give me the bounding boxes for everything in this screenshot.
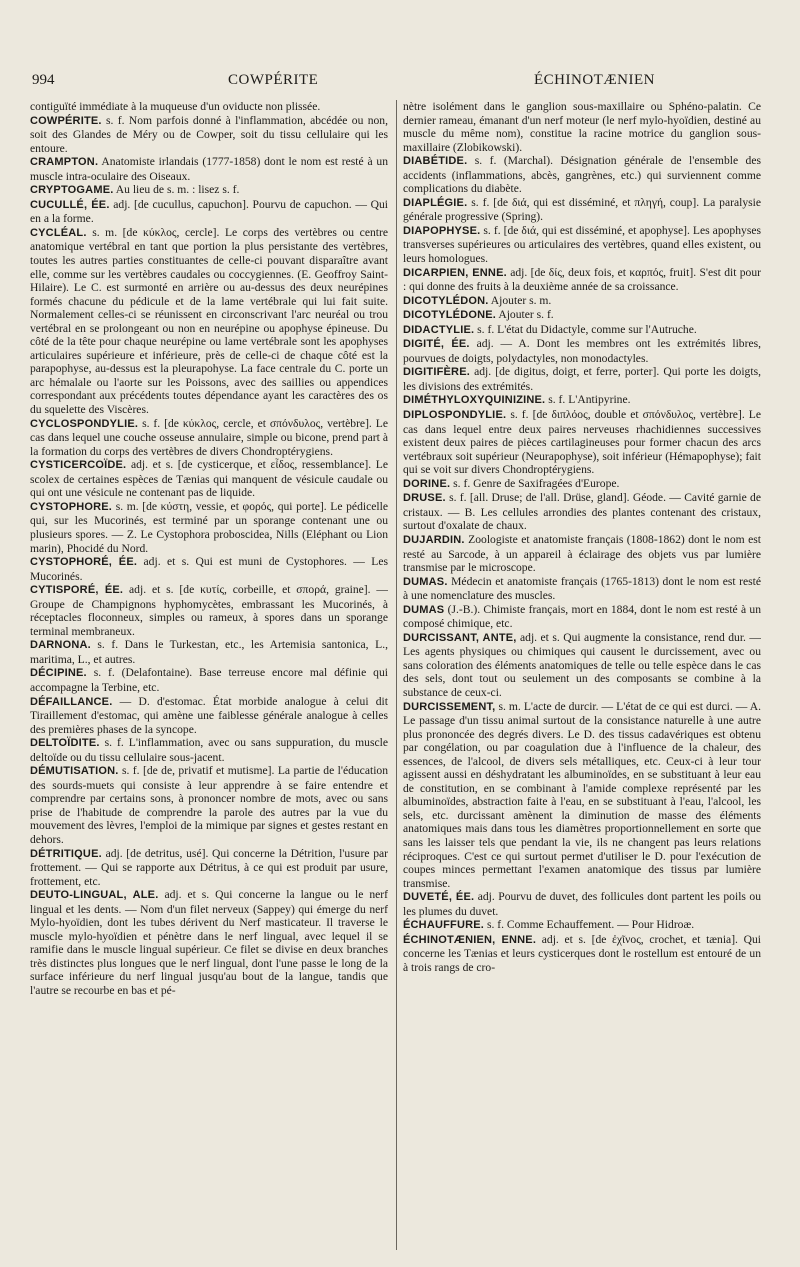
- dictionary-entry: [403, 294, 761, 309]
- dictionary-entry: [403, 393, 761, 408]
- left-column: [30, 100, 388, 1250]
- dictionary-entry: [403, 603, 761, 631]
- entry-definition: adj. et s. [de cysticerque, et εἶδος, ressemblance]. Le scolex de certaines espèces de Tænias qui manquent de vésicule caudale ou qui ont une vésicule ne contenant pas de liquide.: [30, 458, 388, 500]
- dictionary-entry: [403, 266, 761, 294]
- dictionary-entry: [30, 100, 388, 114]
- entry-definition: s. m. [de κύκλος, cercle]. Le corps des vertèbres ou centre anatomique vertébral en tant que portion la plus persistante des vertèbres, toutes les autres parties constituantes de celle-ci pouvant disparaître avant elle, comme sur les vertèbres caudales ou coccygiennes. (E. Geoffroy Saint-Hilaire). Le C. est surmonté en arrière ou au-dessus des deux neurépines formés chacune du pédicule et de la lame vertébrale qui lui fait suite. Normalement celles-ci se réunissent en circonscrivant l'arc neuréal ou trou vertébral en se prolongeant ou non en neurépine ou apophyse épineuse. Du côté de la tête pour chaque neurépine ou lame vertébrale sont les apophyses articulaires supérieure et inférieure, près de celle-ci de chaque côté est la parapophyse, au-dessus est la pleurapohyse. La face centrale du C. porte un arc hémalale ou l'aorte sur les Poissons, avec des saillies ou appendices correspondant aux précédents toutes dépendance ayant les caractères des os du squelette des Viscères.: [30, 225, 388, 417]
- entry-definition: s. f. [de κύκλος, cercle, et σπόνδυλος, vertèbre]. Le cas dans lequel une couche osseuse annulaire, simple ou bicone, prend part à la formation du corps des vertèbres de divers Chondroptérygiens.: [30, 416, 388, 458]
- entry-definition: s. f. L'inflammation, avec ou sans suppuration, du muscle deltoïde ou du tissu cellulaire sous-jacent.: [30, 736, 388, 764]
- entry-definition: adj. — A. Dont les membres ont les extrémités libres, pourvues de doigts, polydactyles, non monodactyles.: [403, 337, 761, 365]
- dictionary-entry: [30, 736, 388, 764]
- entry-definition: adj. Pourvu de duvet, des follicules dont partent les poils ou les plumes du duvet.: [403, 890, 761, 918]
- entry-headword: COWPÉRITE.: [30, 114, 102, 127]
- entry-definition: nètre isolément dans le ganglion sous-maxillaire ou Sphéno-palatin. Ce dernier rameau, émanant d'un nerf moteur (le nerf mylo-hyoïdien, destiné au muscle du même nom), constitue la racine motrice du ganglion sous-maxillaire (Zlobikowski).: [403, 100, 761, 154]
- entry-definition: s. f. [de διπλόος, double et σπόνδυλος, vertèbre]. Le cas dans lequel entre deux paires nerveuses rhachidiennes successives existent deux paires de pièces cartilagineuses pour former chacun des arcs vertébraux soit supérieur (Neurapophyse), soit inférieur (Hémapophyse); fait qui se voit sur divers Chondroptérygiens.: [403, 408, 761, 477]
- entry-definition: s. f. (Delafontaine). Base terreuse encore mal définie qui accompagne la Terbine, etc.: [30, 666, 388, 694]
- dictionary-entry: [30, 114, 388, 156]
- entry-definition: s. f. L'Antipyrine.: [548, 393, 631, 407]
- entry-definition: s. f. Comme Echauffement. — Pour Hidroæ.: [486, 918, 695, 932]
- entry-headword: DARNONA.: [30, 639, 91, 652]
- entry-definition: Ajouter s. m.: [490, 293, 552, 307]
- entry-definition: adj. [de detritus, usé]. Qui concerne la Détrition, l'usure par frottement. — Qui se rapporte aux Détritus, à ce qui est produit par usure, frottement, etc.: [30, 846, 388, 888]
- dictionary-entry: [403, 196, 761, 224]
- entry-definition: s. f. [de διά, qui est disséminé, et apophyse]. Les apophyses transverses supérieures ou articulaires des vertèbres, quand elles existent, ou leurs homologues.: [403, 223, 761, 266]
- dictionary-entry: [30, 555, 388, 583]
- entry-headword: ÉCHINOTÆNIEN, ENNE.: [403, 933, 537, 946]
- dictionary-entry: [30, 638, 388, 666]
- entry-headword: DIAPOPHYSE.: [403, 224, 481, 237]
- dictionary-entry: [403, 918, 761, 933]
- dictionary-entry: [30, 198, 388, 226]
- entry-headword: DUVETÉ, ÉE.: [403, 891, 475, 904]
- entry-headword: CRAMPTON.: [30, 156, 99, 169]
- entry-definition: adj. et s. [de κυτίς, corbeille, et σπορά, graine]. — Groupe de Champignons hyphomycètes, embrassant les Mucorinés, à réceptacles floconneux, simples ou rameux, à spores dans un sporange terminal membraneux.: [30, 583, 388, 638]
- dictionary-entry: [403, 533, 761, 575]
- dictionary-entry: [403, 408, 761, 477]
- entry-definition: Au lieu de s. m. : lisez s. f.: [115, 183, 240, 197]
- entry-headword: CYSTICERCOÏDE.: [30, 459, 127, 472]
- entry-headword: DIPLOSPONDYLIE.: [403, 409, 507, 422]
- entry-definition: adj. [de cucullus, capuchon]. Pourvu de capuchon. — Qui en a la forme.: [30, 197, 388, 226]
- entry-headword: DÉTRITIQUE.: [30, 847, 102, 860]
- dictionary-entry: [30, 417, 388, 459]
- entry-definition: — D. d'estomac. État morbide analogue à celui dit Tiraillement d'estomac, qui amène une faiblesse générale analogue à celles des premières phases de la syncope.: [30, 694, 388, 736]
- entry-headword: CRYPTOGAME.: [30, 184, 114, 197]
- entry-headword: DIMÉTHYLOXYQUINIZINE.: [403, 394, 546, 407]
- dictionary-entry: [30, 695, 388, 737]
- entry-headword: DUMAS.: [403, 575, 448, 588]
- entry-definition: (J.-B.). Chimiste français, mort en 1884, dont le nom est resté à un composé chimique, etc.: [403, 602, 761, 631]
- entry-headword: DICOTYLÉDONE.: [403, 309, 497, 322]
- entry-headword: CYSTOPHORE.: [30, 500, 113, 513]
- entry-headword: DICOTYLÉDON.: [403, 294, 489, 307]
- dictionary-entry: [30, 226, 388, 417]
- dictionary-entry: [403, 491, 761, 533]
- dictionary-entry: [403, 365, 761, 393]
- entry-definition: s. f. [de de, privatif et mutisme]. La partie de l'éducation des sourds-muets qui consiste à leur apprendre à se faire entendre et comprendre par certains sons, à prononcer nombre de mots, avec ou sans prise de l'habitude de comprendre la parole des autres par la vue du mouvement des lèvres, l'emploi de la mimique par signes et gestes restant en dehors.: [30, 764, 388, 846]
- running-header: [30, 72, 778, 96]
- entry-headword: DIDACTYLIE.: [403, 323, 475, 336]
- column-divider: [396, 100, 397, 1250]
- entry-definition: adj. et s. Qui augmente la consistance, rend dur. — Les agents physiques ou chimiques qui causent le durcissement, avec ou sans coloration des éléments anatomiques de telle ou telle espèce dans le cas des sels, dont tout ou seulement un des composants se combine à la substance de ceux-ci.: [403, 630, 761, 699]
- dictionary-entry: [403, 308, 761, 323]
- entry-headword: DUMAS: [403, 603, 445, 616]
- entry-headword: DUJARDIN.: [403, 533, 465, 546]
- dictionary-entry: [403, 100, 761, 154]
- left-running-head: COWPÉRITE: [228, 72, 319, 88]
- entry-headword: DURCISSEMENT,: [403, 700, 496, 713]
- dictionary-entry: [403, 631, 761, 700]
- dictionary-entry: [30, 458, 388, 500]
- entry-definition: Médecin et anatomiste français (1765-1813) dont le nom est resté à une nomenclature des muscles.: [403, 574, 761, 603]
- dictionary-entry: [403, 154, 761, 196]
- entry-definition: adj. et s. [de ἐχῖνος, crochet, et tænia]. Qui concerne les Tænias et leurs cysticerques dont le rostellum est entouré de un à trois rangs de cro-: [403, 932, 761, 974]
- entry-headword: DÉCIPINE.: [30, 667, 87, 680]
- entry-headword: ÉCHAUFFURE.: [403, 919, 485, 932]
- entry-definition: adj. [de digitus, doigt, et ferre, porter]. Qui porte les doigts, les divisions des extrémités.: [403, 365, 761, 393]
- dictionary-entry: [30, 666, 388, 694]
- entry-definition: s. f. Nom parfois donné à l'inflammation, abcédée ou non, soit des Glandes de Méry ou de Cowper, soit du tissu cellulaire qui les entoure.: [30, 113, 388, 155]
- right-column: [403, 100, 761, 1250]
- right-running-head: ÉCHINOTÆNIEN: [534, 72, 655, 88]
- entry-headword: DELTOÏDITE.: [30, 737, 100, 750]
- entry-headword: DÉMUTISATION.: [30, 765, 119, 778]
- entry-headword: DURCISSANT, ANTE,: [403, 631, 517, 644]
- dictionary-entry: [403, 700, 761, 891]
- dictionary-entry: [30, 183, 388, 198]
- entry-headword: CUCULLÉ, ÉE.: [30, 198, 110, 211]
- entry-definition: adj. et s. Qui est muni de Cystophores. — Les Mucorinés.: [30, 555, 388, 583]
- dictionary-entry: [403, 890, 761, 918]
- dictionary-entry: [30, 888, 388, 997]
- dictionary-entry: [30, 155, 388, 183]
- dictionary-entry: [403, 575, 761, 603]
- dictionary-entry: [30, 764, 388, 846]
- dictionary-entry: [403, 323, 761, 338]
- entry-definition: contiguïté immédiate à la muqueuse d'un oviducte non plissée.: [30, 100, 321, 113]
- entry-headword: CYCLÉAL.: [30, 226, 87, 239]
- entry-definition: s. m. [de κύστη, vessie, et φορός, qui porte]. Le pédicelle qui, sur les Mucorinés, est terminé par un sporange contenant une ou plusieurs spores. — Z. Le Cystophora proboscidea, Nills (Eléphant ou Lion marin), Phocidé du Nord.: [30, 499, 388, 555]
- entry-headword: DEUTO-LINGUAL, ALE.: [30, 889, 159, 902]
- entry-headword: DIABÉTIDE.: [403, 155, 468, 168]
- entry-definition: adj. [de δίς, deux fois, et καρπός, fruit]. S'est dit pour : qui donne des fruits à la deuxième année de sa croissance.: [403, 265, 761, 294]
- dictionary-entry: [403, 337, 761, 365]
- dictionary-entry: [30, 500, 388, 555]
- entry-headword: DIGITIFÈRE.: [403, 366, 470, 379]
- dictionary-entry: [403, 224, 761, 266]
- entry-headword: DIAPLÉGIE.: [403, 196, 468, 209]
- entry-definition: adj. et s. Qui concerne la langue ou le nerf lingual et les dents. — Nom d'un filet nerveux (Sappey) qui émerge du nerf Mylo-hyoïdien, dont les tubes dérivent du Nerf masticateur. Il traverse le muscle mylo-hyoïdien et pénètre dans le nerf lingual, avec lequel il se ramifie dans le muscle lingual supérieur. Ce filet se divise en deux branches très distinctes plus longues que le nerf lingual, dont l'une passe le long de la surface inférieure du nerf lingual jusqu'au bout de la langue, tandis que l'autre se recourbe en bas et pé-: [30, 888, 388, 997]
- page-number: 994: [32, 72, 55, 88]
- entry-definition: Zoologiste et anatomiste français (1808-1862) dont le nom est resté au Sarcode, à un appareil à éclairage des objets vus par lumière transmise par le microscope.: [403, 532, 761, 575]
- entry-headword: DIGITÉ, ÉE.: [403, 338, 470, 351]
- entry-headword: DRUSE.: [403, 492, 446, 505]
- dictionary-entry: [30, 583, 388, 638]
- entry-definition: s. m. L'acte de durcir. — L'état de ce qui est durci. — A. Le passage d'un tissu animal surtout de la consistance naturelle à une autre plus prononcée des degrés divers. Le D. des tissus cadavériques est obtenu par congélation, ou par coagulation due à l'influence de la chaleur, des essences, de l'alcool, de divers sels métalliques, etc. Ceux-ci à leur tour agissent aussi en déshydratant les albuminoïdes, en se substituant à leur eau de constitution, en se combinant à l'amide complexe représenté par les albuminoïdes, abstraction faite à l'eau, en se substituant à l'eau, l'alcool, les sels, etc. durcissant amènent la diminution de masse des éléments anatomiques mais dans tous les diamètres proportionnellement en sorte que sans les laisser tels que pendant la vie, ils ne changent pas leurs relations réciproques. C'est ce qui surtout permet d'utiliser le D. pour l'exécution de coupes minces permettant l'examen anatomique des tissus par lumière transmise.: [403, 699, 761, 890]
- entry-definition: s. f. (Marchal). Désignation générale de l'ensemble des accidents (inflammations, abcès, gangrènes, etc.) qui surviennent comme complications du diabète.: [403, 154, 761, 196]
- dictionary-entry: [403, 933, 761, 975]
- entry-definition: s. f. [all. Druse; de l'all. Drüse, gland]. Géode. — Cavité garnie de cristaux. — B. Les cellules arrondies des plantes contenant des cristaux, surtout d'oxalate de chaux.: [403, 491, 761, 533]
- dictionary-entry: [30, 847, 388, 889]
- entry-headword: CYTISPORÉ, ÉE.: [30, 584, 124, 597]
- dictionary-entry: [403, 477, 761, 492]
- entry-headword: CYSTOPHORÉ, ÉE.: [30, 556, 138, 569]
- entry-definition: s. f. L'état du Didactyle, comme sur l'Autruche.: [477, 322, 697, 336]
- entry-headword: DÉFAILLANCE.: [30, 695, 113, 708]
- entry-headword: DORINE.: [403, 477, 451, 490]
- entry-headword: CYCLOSPONDYLIE.: [30, 417, 139, 430]
- entry-headword: DICARPIEN, ENNE.: [403, 266, 507, 279]
- entry-definition: Anatomiste irlandais (1777-1858) dont le nom est resté à un muscle intra-oculaire des Oiseaux.: [30, 155, 388, 183]
- entry-definition: Ajouter s. f.: [498, 308, 554, 322]
- entry-definition: s. f. [de διά, qui est disséminé, et πληγή, coup]. La paralysie générale progressive (Spring).: [403, 195, 761, 224]
- entry-definition: s. f. Genre de Saxifragées d'Europe.: [453, 476, 620, 490]
- entry-definition: s. f. Dans le Turkestan, etc., les Artemisia santonica, L., maritima, L., et autres.: [30, 638, 388, 666]
